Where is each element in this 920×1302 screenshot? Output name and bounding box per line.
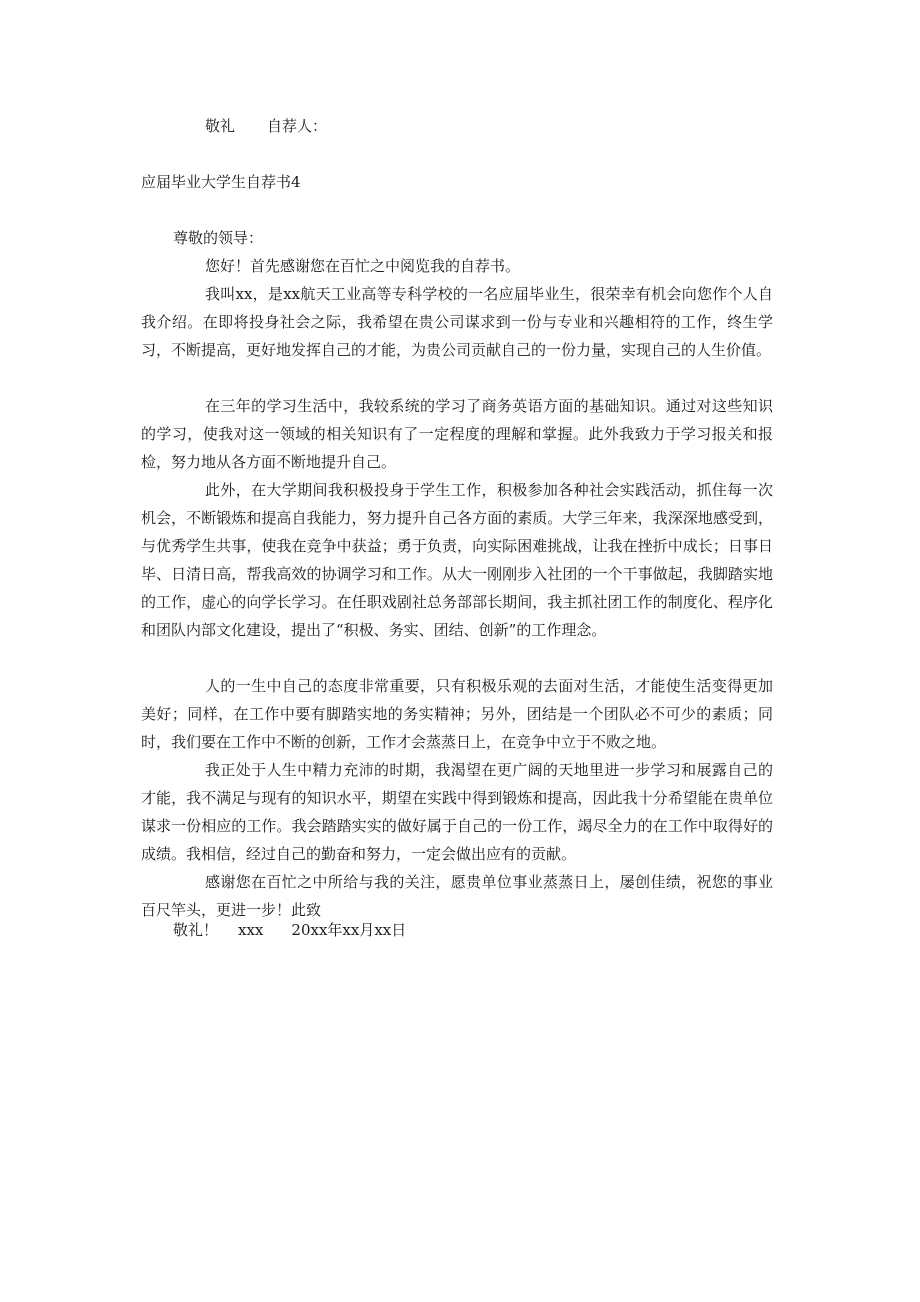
paragraph-2: 我叫xx，是xx航天工业高等专科学校的一名应届毕业生，很荣幸有机会向您作个人自我介绍。在即将投身社会之际，我希望在贵公司谋求到一份与专业和兴趣相符的工作，终生学习，不断提高，更好地发挥自己的才能，为贵公司贡献自己的一份力量，实现自己的人生价值。 bbox=[141, 285, 773, 359]
paragraph-5: 人的一生中自己的态度非常重要，只有积极乐观的去面对生活，才能使生活变得更加美好；同样，在工作中要有脚踏实地的务实精神；另外，团结是一个团队必不可少的素质；同时，我们要在工作中不断的创新，工作才会蒸蒸日上，在竞争中立于不败之地。 bbox=[141, 677, 773, 751]
signature-date: 20xx年xx月xx日 bbox=[291, 921, 407, 939]
greeting: 尊敬的领导： bbox=[173, 229, 264, 247]
paragraph-3: 在三年的学习生活中，我较系统的学习了商务英语方面的基础知识。通过对这些知识的学习，使我对这一领域的相关知识有了一定程度的理解和掌握。此外我致力于学习报关和报检，努力地从各方面不断地提升自己。 bbox=[141, 397, 773, 471]
letter-title: 应届毕业大学生自荐书4 bbox=[141, 173, 301, 191]
previous-recommender-label: 自荐人： bbox=[267, 117, 328, 135]
paragraph-4: 此外，在大学期间我积极投身于学生工作，积极参加各种社会实践活动，抓住每一次机会，不断锻炼和提高自我能力，努力提升自己各方面的素质。大学三年来，我深深地感受到，与优秀学生共事，使我在竞争中获益；勇于负责，向实际困难挑战，让我在挫折中成长；日事日毕、日清日高，帮我高效的协调学习和工作。从大一刚刚步入社团的一个干事做起，我脚踏实地的工作，虚心的向学长学习。在任职戏剧社总务部部长期间，我主抓社团工作的制度化、程序化和团队内部文化建设，提出了“积极、务实、团结、创新”的工作理念。 bbox=[141, 481, 773, 639]
closing-line bbox=[173, 920, 406, 940]
previous-closing-line bbox=[205, 116, 327, 136]
closing-salute: 敬礼！ bbox=[173, 921, 219, 939]
paragraph-1: 您好！首先感谢您在百忙之中阅览我的自荐书。 bbox=[205, 257, 521, 275]
paragraph-7: 感谢您在百忙之中所给与我的关注，愿贵单位事业蒸蒸日上，屡创佳绩，祝您的事业百尺竿头，更进一步！此致 bbox=[141, 873, 773, 919]
signer-name: xxx bbox=[238, 921, 264, 939]
paragraph-6: 我正处于人生中精力充沛的时期，我渴望在更广阔的天地里进一步学习和展露自己的才能，我不满足与现有的知识水平，期望在实践中得到锻炼和提高，因此我十分希望能在贵单位谋求一份相应的工作。我会踏踏实实的做好属于自己的一份工作，竭尽全力的在工作中取得好的成绩。我相信，经过自己的勤奋和努力，一定会做出应有的贡献。 bbox=[141, 761, 773, 863]
previous-salute: 敬礼 bbox=[205, 117, 236, 135]
